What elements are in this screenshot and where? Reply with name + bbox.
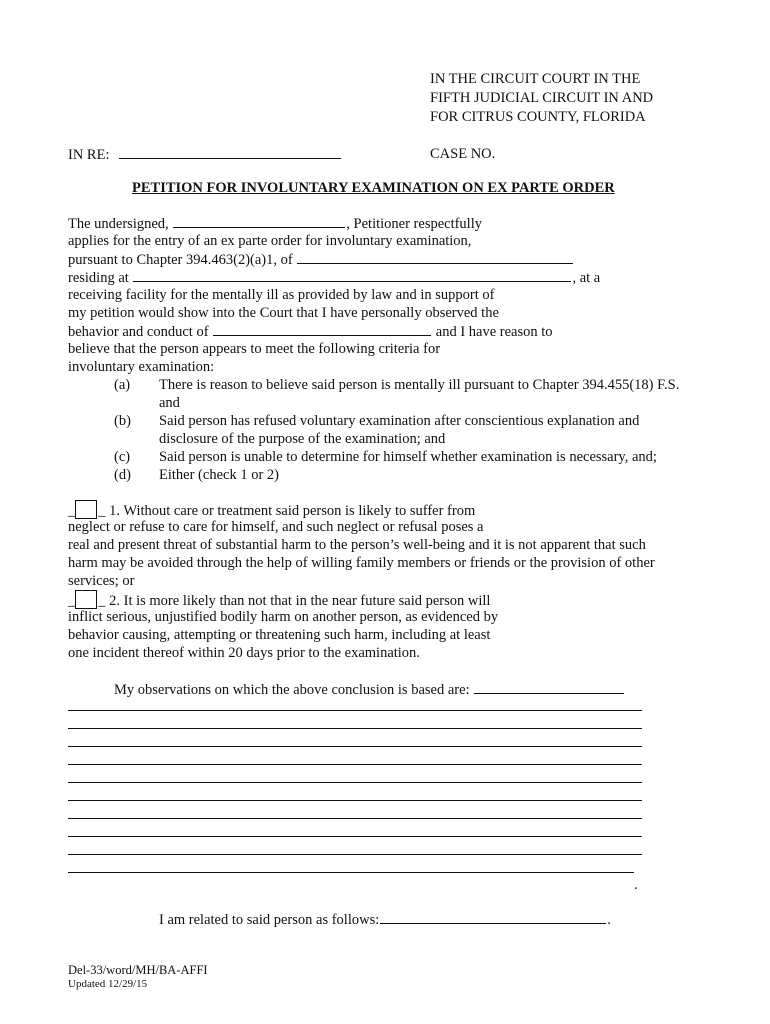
court-line-2: FIFTH JUDICIAL CIRCUIT IN AND [430,90,654,106]
option-2-prefix: _ [68,593,76,609]
option-1-line-3: real and present threat of substantial harm to the person’s well-being and it is not apparent that such [68,537,646,553]
body-line-9: involuntary examination: [68,359,215,375]
body-line-8: believe that the person appears to meet the following criteria for [68,341,441,357]
option-1-line-5: services; or [68,573,135,589]
document-title: PETITION FOR INVOLUNTARY EXAMINATION ON EX PARTE ORDER [132,180,615,196]
option-1-line-4: harm may be avoided through the help of willing family members or friends or the provision of other [68,555,655,571]
observations-period: . [634,877,638,893]
residing-label: residing at [68,270,129,286]
criteria-b-text: Said person has refused voluntary examination after conscientious explanation and [159,413,640,429]
body-line-5: receiving facility for the mentally ill as provided by law and in support of [68,287,495,303]
related-row [159,910,611,929]
observation-line[interactable] [68,800,642,801]
option-1-checkbox[interactable] [75,500,97,519]
option-2-row [68,590,490,610]
court-line-1: IN THE CIRCUIT COURT IN THE [430,71,641,87]
petitioner-label: , Petitioner respectfully [346,216,482,232]
option-2-line-2: inflict serious, unjustified bodily harm on another person, as evidenced by [68,609,499,625]
option-2-line-4: one incident thereof within 20 days prior to the examination. [68,645,420,661]
criteria-d-label: (d) [114,467,131,483]
criteria-b-text-2: disclosure of the purpose of the examination; and [159,431,446,447]
at-a-label: , at a [572,270,601,286]
related-label: I am related to said person as follows: [159,912,380,928]
criteria-a-text-2: and [159,395,180,411]
body-line-3 [68,250,574,269]
observation-line[interactable] [68,818,642,819]
person-name-blank[interactable] [297,250,573,264]
in-re-blank[interactable] [119,145,341,159]
undersigned-label: The undersigned, [68,216,169,232]
relationship-blank[interactable] [380,910,606,924]
related-period: . [607,912,611,928]
observation-line[interactable] [68,782,642,783]
option-2-checkbox[interactable] [75,590,97,609]
observations-row [114,680,625,699]
footer-updated: Updated 12/29/15 [68,978,148,990]
observation-line[interactable] [68,836,642,837]
observation-line[interactable] [68,728,642,729]
criteria-a-label: (a) [114,377,131,393]
option-1-line-2: neglect or refuse to care for himself, and such neglect or refusal poses a [68,519,484,535]
observation-line[interactable] [68,764,642,765]
body-line-7 [68,322,553,341]
criteria-c-text: Said person is unable to determine for himself whether examination is necessary, and; [159,449,657,465]
criteria-d-text: Either (check 1 or 2) [159,467,279,483]
court-line-3: FOR CITRUS COUNTY, FLORIDA [430,109,646,125]
option-2-line-3: behavior causing, attempting or threatening such harm, including at least [68,627,491,643]
observation-line[interactable] [68,710,642,711]
reason-label: and I have reason to [435,324,553,340]
behavior-person-blank[interactable] [213,322,431,336]
observations-label: My observations on which the above conclusion is based are: [114,682,470,698]
chapter-label: pursuant to Chapter 394.463(2)(a)1, of [68,252,293,268]
in-re-label: IN RE: [68,147,110,163]
case-no-label: CASE NO. [430,146,496,162]
in-re-row [68,145,342,164]
option-1-prefix: _ [68,503,76,519]
body-line-1 [68,214,482,233]
residence-blank[interactable] [133,268,571,282]
body-line-2: applies for the entry of an ex parte order for involuntary examination, [68,233,472,249]
option-1-text: _ 1. Without care or treatment said person is likely to suffer from [98,503,476,519]
criteria-a-text: There is reason to believe said person is mentally ill pursuant to Chapter 394.455(18) F.S. [159,377,680,393]
criteria-b-label: (b) [114,413,131,429]
body-line-6: my petition would show into the Court that I have personally observed the [68,305,499,321]
option-2-text: _ 2. It is more likely than not that in the near future said person will [98,593,491,609]
observation-line-last[interactable] [68,872,634,873]
footer-form-code: Del-33/word/MH/BA-AFFI [68,963,208,977]
observation-line[interactable] [68,854,642,855]
body-line-4 [68,268,600,287]
petitioner-name-blank[interactable] [173,214,345,228]
criteria-c-label: (c) [114,449,131,465]
behavior-label: behavior and conduct of [68,324,209,340]
observations-first-blank[interactable] [474,680,624,694]
option-1-row [68,500,475,520]
observation-line[interactable] [68,746,642,747]
